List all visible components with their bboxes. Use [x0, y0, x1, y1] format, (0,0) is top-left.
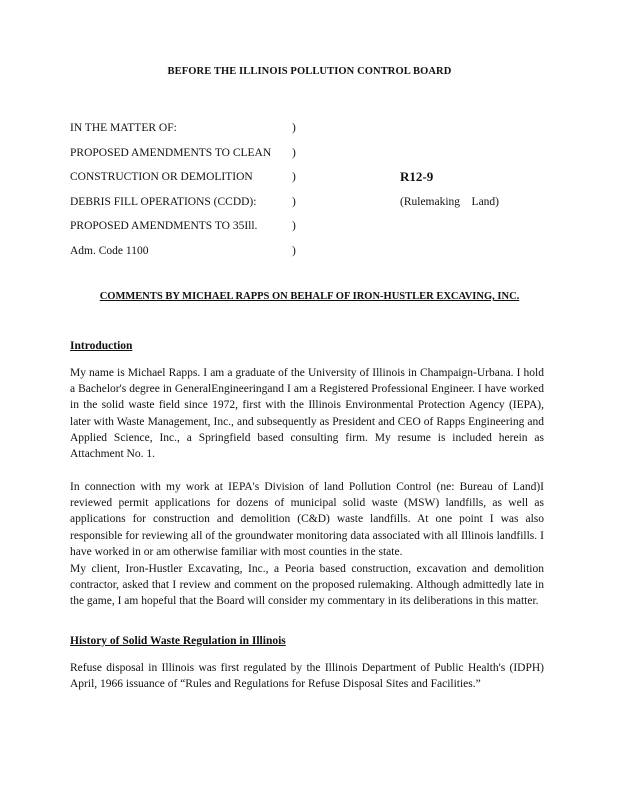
caption-paren: ): [292, 122, 296, 134]
caption-paren: ): [292, 244, 296, 257]
caption-row: [70, 243, 550, 268]
intro-paragraph-1: My name is Michael Rapps. I am a graduate of the University of Illinois in Champaign-Urbana. I hold a Bachelor's degree in GeneralEngineeringand I am a Registered Professional Engineer. I have worked in the solid waste field since 1972, first with the Illinois Environmental Protection Agency (IEPA), later with Waste Management, Inc., and subsequently as President and CEO of Rapps Engineering and Applied Science, Inc., a Springfield based consulting firm. My resume is included herein as Attachment No. 1.: [70, 367, 544, 461]
docket-type: (Rulemaking Land): [400, 195, 500, 208]
case-caption: [70, 120, 550, 267]
caption-paren: ): [292, 195, 296, 208]
caption-left-text: PROPOSED AMENDMENTS TO 35Ill.: [70, 220, 258, 232]
introduction-heading: Introduction: [70, 340, 133, 352]
caption-row: [70, 145, 550, 170]
comments-title: COMMENTS BY MICHAEL RAPPS ON BEHALF OF IRON-HUSTLER EXCAVING, INC.: [99, 291, 520, 302]
docket-number: R12-9: [400, 169, 434, 184]
history-heading: History of Solid Waste Regulation in Illinois: [70, 635, 286, 647]
caption-paren: ): [292, 220, 296, 232]
caption-row: [70, 169, 550, 194]
caption-paren: ): [292, 171, 296, 183]
caption-row: [70, 194, 550, 219]
history-paragraph-1: Refuse disposal in Illinois was first regulated by the Illinois Department of Public Health's (IDPH) April, 1966 issuance of “Rules and Regulations for Refuse Disposal Sites and Facilities.”: [70, 662, 544, 691]
caption-left-text: CONSTRUCTION OR DEMOLITION: [70, 171, 253, 183]
caption-left-text: IN THE MATTER OF:: [70, 122, 177, 134]
caption-left-text: Adm. Code 1100: [70, 244, 149, 257]
caption-row: [70, 218, 550, 243]
board-title: BEFORE THE ILLINOIS POLLUTION CONTROL BOARD: [167, 66, 452, 77]
caption-left-text: DEBRIS FILL OPERATIONS (CCDD):: [70, 195, 257, 208]
caption-row: [70, 120, 550, 145]
caption-paren: ): [292, 146, 296, 159]
intro-paragraph-3: My client, Iron-Hustler Excavating, Inc., a Peoria based construction, excavation and demolition contractor, asked that I review and comment on the proposed rulemaking. Although admittedly late in the game, I am hopeful that the Board will consider my commentary in its deliberations in this matter.: [70, 563, 544, 608]
intro-paragraph-2: In connection with my work at IEPA's Division of land Pollution Control (ne: Bureau of Land)I reviewed permit applications for dozens of municipal solid waste (MSW) landfills, as well as applications for construction and demolition (C&D) waste landfills. At one point I was also responsible for reviewing all of the groundwater monitoring data associated with all Illinois landfills. I have worked in or am otherwise familiar with most counties in the state.: [70, 481, 544, 558]
caption-left-text: PROPOSED AMENDMENTS TO CLEAN: [70, 146, 272, 159]
